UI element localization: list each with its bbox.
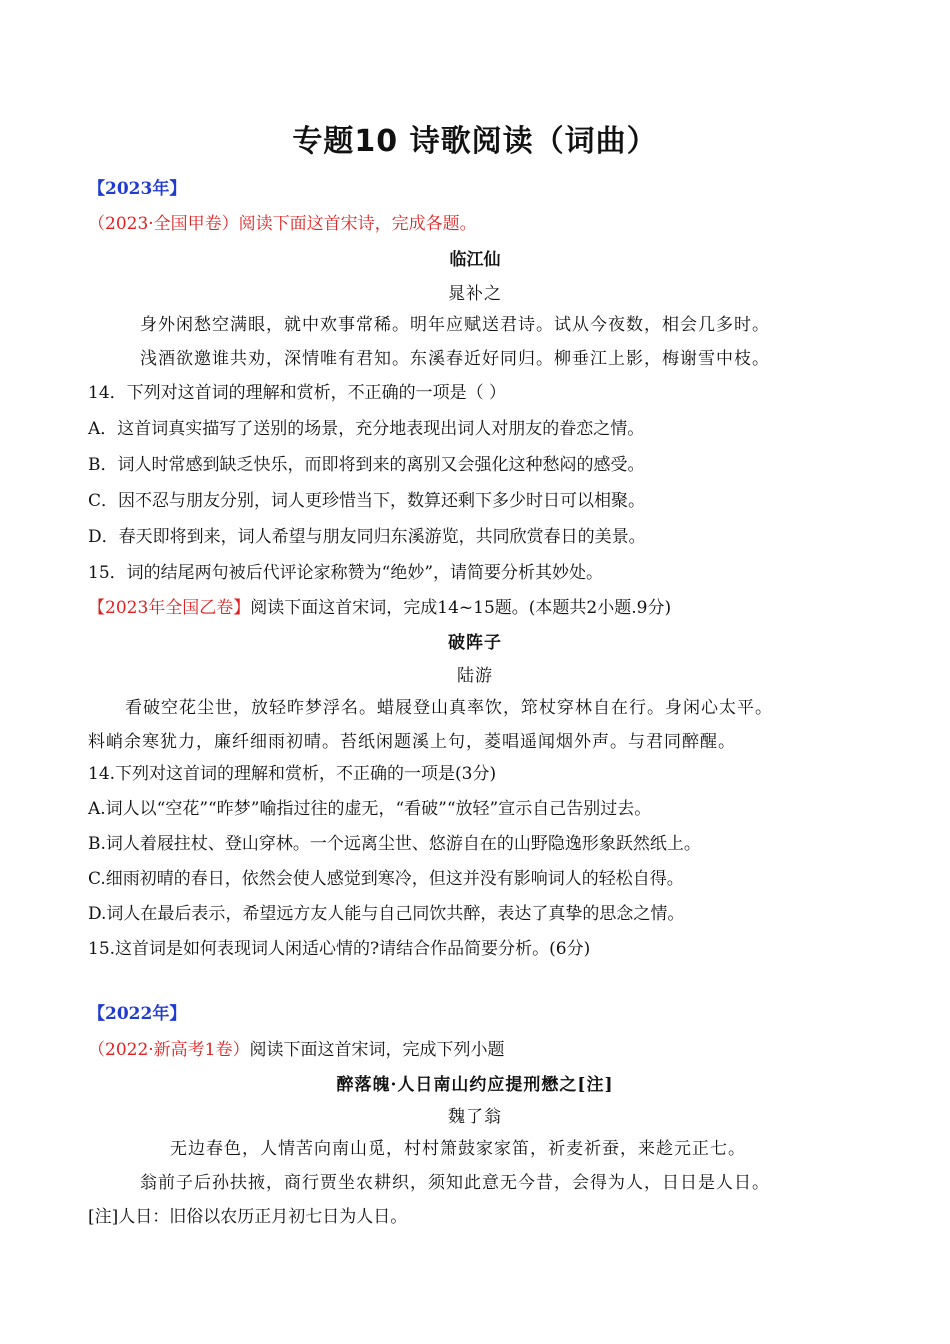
poem-line: 翁前子后孙扶掖，商行贾坐农耕织，须知此意无今昔，会得为人，日日是人日。: [140, 1173, 770, 1193]
poem-line: 身外闲愁空满眼，就中欢事常稀。明年应赋送君诗。试从今夜数，相会几多时。: [140, 315, 770, 335]
question-15: 15．词的结尾两句被后代评论家称赞为“绝妙”，请简要分析其妙处。: [88, 563, 604, 583]
source-label: （2023·全国甲卷）: [88, 214, 239, 234]
poem-title-zuiluopo: 醉落魄·人日南山约应提刑懋之[注]: [336, 1075, 614, 1095]
poem-line: 浅酒欲邀谁共劝，深情唯有君知。东溪春近好同归。柳垂江上影，梅谢雪中枝。: [140, 349, 770, 369]
poem-author: 魏了翁: [448, 1107, 502, 1127]
option-d: D．春天即将到来，词人希望与朋友同归东溪游览，共同欣赏春日的美景。: [88, 527, 646, 547]
question-intro-2022: [88, 1038, 862, 1062]
question-15: 15.这首词是如何表现词人闲适心情的?请结合作品简要分析。(6分): [88, 939, 591, 959]
footnote: [注]人日：旧俗以农历正月初七日为人日。: [88, 1207, 408, 1227]
poem-author: 晁补之: [448, 284, 502, 304]
page-title: 专题10 诗歌阅读（词曲）: [292, 124, 658, 159]
intro-text: 阅读下面这首宋词，完成14~15题。(本题共2小题.9分): [250, 598, 672, 618]
poem-title-pozhenzi: 破阵子: [448, 633, 502, 653]
option-d: D.词人在最后表示，希望远方友人能与自己同饮共醉，表达了真挚的思念之情。: [88, 904, 685, 924]
year-tag-2022: 【2022年】: [88, 1004, 187, 1024]
option-b: B．词人时常感到缺乏快乐，而即将到来的离别又会强化这种愁闷的感受。: [88, 455, 645, 475]
poem-line: 看破空花尘世，放轻昨梦浮名。蜡屐登山真率饮，筇杖穿林自在行。身闲心太平。: [125, 698, 773, 718]
option-c: C．因不忍与朋友分别，词人更珍惜当下，数算还剩下多少时日可以相聚。: [88, 491, 646, 511]
question-intro-2023-jia: [88, 212, 862, 236]
poem-author: 陆游: [457, 666, 493, 686]
poem-line: 料峭余寒犹力，廉纤细雨初晴。苔纸闲题溪上句，菱唱遥闻烟外声。与君同醉醒。: [88, 732, 736, 752]
option-a: A.词人以“空花”“昨梦”喻指过往的虚无，“看破”“放轻”宣示自己告别过去。: [88, 799, 652, 819]
source-label: 【2023年全国乙卷】: [88, 598, 251, 618]
source-label: （2022·新高考1卷）: [88, 1040, 250, 1060]
question-intro-2023-yi: [88, 596, 862, 620]
option-b: B.词人着屐拄杖、登山穿林。一个远离尘世、悠游自在的山野隐逸形象跃然纸上。: [88, 834, 701, 854]
year-tag-2023: 【2023年】: [88, 179, 187, 199]
question-14: 14．下列对这首词的理解和赏析，不正确的一项是（ ）: [88, 383, 507, 403]
option-a: A．这首词真实描写了送别的场景，充分地表现出词人对朋友的眷恋之情。: [88, 419, 645, 439]
question-14: 14.下列对这首词的理解和赏析，不正确的一项是(3分): [88, 764, 497, 784]
poem-title-linjiangxian: 临江仙: [449, 250, 501, 270]
intro-text: 阅读下面这首宋诗，完成各题。: [238, 214, 477, 234]
poem-line: 无边春色，人情苦向南山觅，村村箫鼓家家笛，祈麦祈蚕，来趁元正七。: [170, 1139, 746, 1159]
intro-text: 阅读下面这首宋词，完成下列小题: [249, 1040, 505, 1060]
option-c: C.细雨初晴的春日，依然会使人感觉到寒冷，但这并没有影响词人的轻松自得。: [88, 869, 684, 889]
